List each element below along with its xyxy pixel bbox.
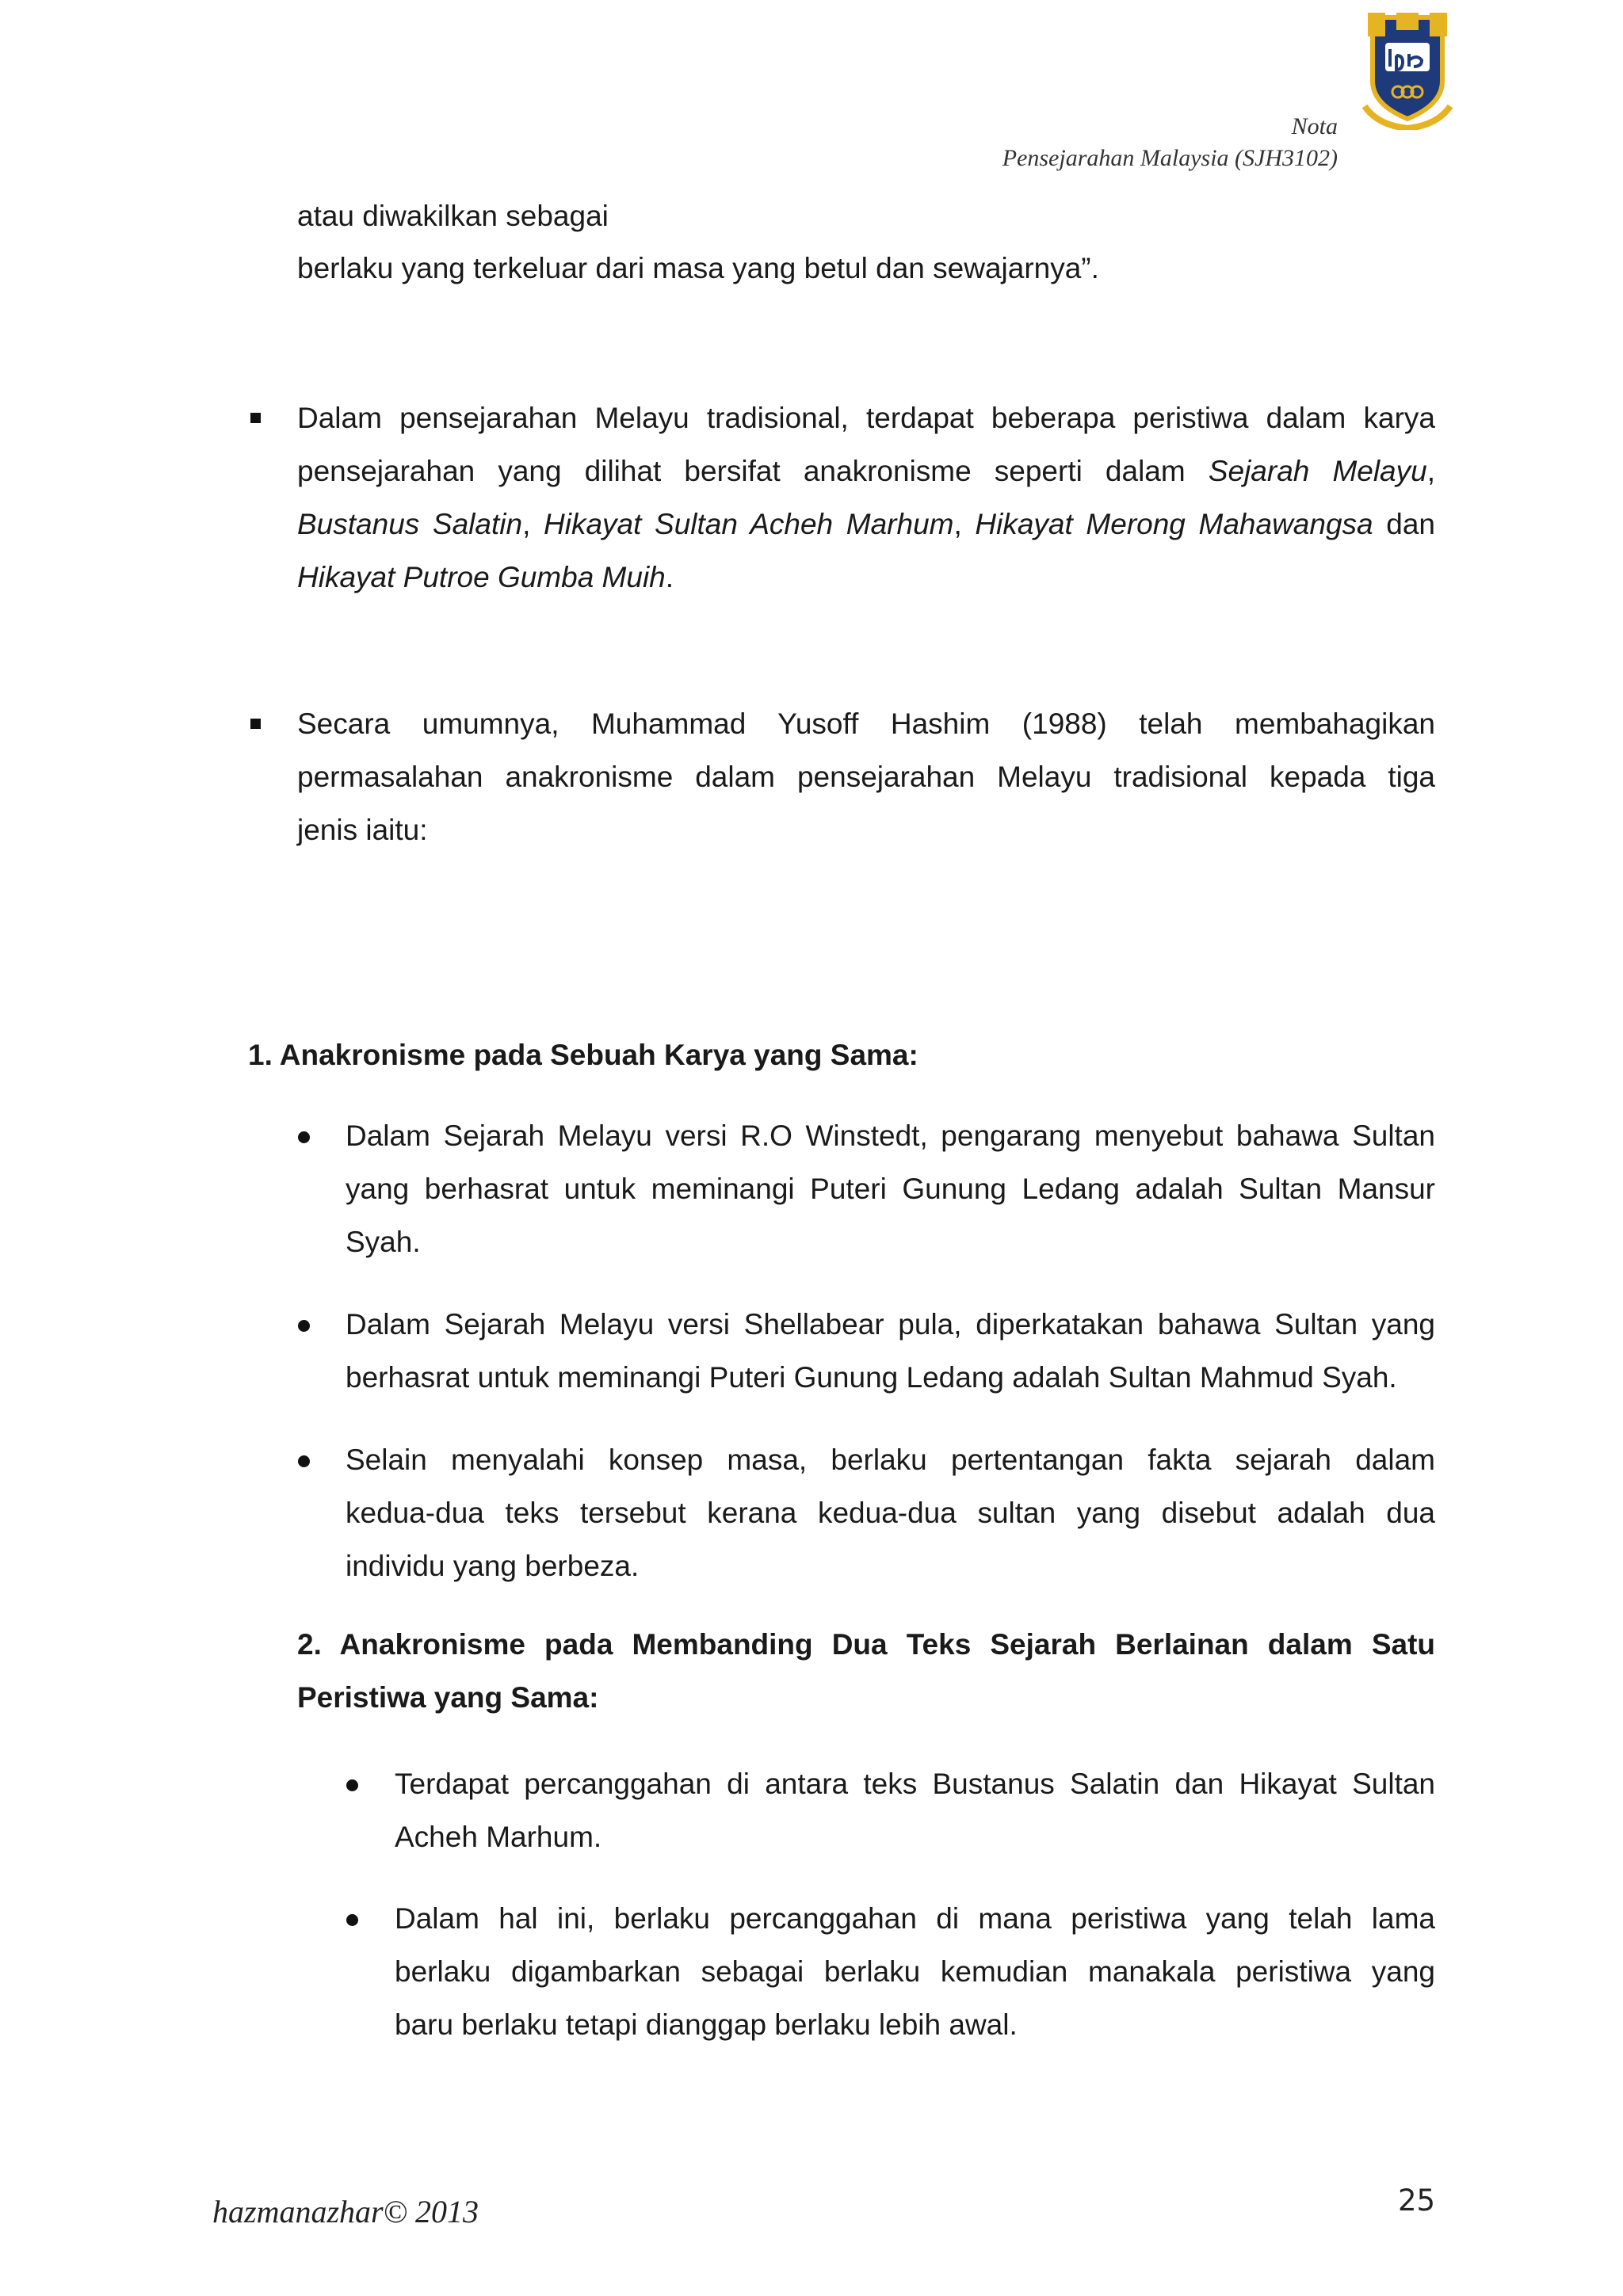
- title-hikayat-putroe: Hikayat Putroe Gumba Muih: [297, 561, 666, 593]
- section-1-item-1: [346, 1109, 1435, 1268]
- paragraph-line: berlaku digambarkan sebagai berlaku kemudian manakala peristiwa yang: [395, 1955, 1435, 1988]
- round-bullet-icon: [298, 1320, 310, 1332]
- paragraph-line: Dalam pensejarahan Melayu tradisional, terdapat beberapa peristiwa dalam karya: [297, 402, 1435, 434]
- paragraph-line: permasalahan anakronisme dalam pensejarahan Melayu tradisional kepada tiga: [297, 761, 1435, 793]
- paragraph-line: individu yang berbeza.: [346, 1550, 640, 1582]
- paragraph-line: Secara umumnya, Muhammad Yusoff Hashim (1988) telah membahagikan: [297, 707, 1435, 740]
- paragraph-line: pensejarahan yang dilihat bersifat anakronisme seperti dalam Sejarah Melayu,: [297, 455, 1435, 487]
- ipgm-logo-icon: [1361, 11, 1453, 130]
- round-bullet-icon: [298, 1131, 310, 1143]
- header-note-label: Nota: [1291, 113, 1338, 139]
- paragraph-line: Dalam Sejarah Melayu versi R.O Winstedt, pengarang menyebut bahawa Sultan: [346, 1119, 1435, 1152]
- bullet-paragraph-1: [297, 391, 1435, 604]
- round-bullet-icon: [298, 1455, 310, 1467]
- paragraph-line: kedua-dua teks tersebut kerana kedua-dua sultan yang disebut adalah dua: [346, 1497, 1435, 1529]
- title-hikayat-merong: Hikayat Merong Mahawangsa: [975, 508, 1373, 540]
- page-number: 25: [1398, 2183, 1436, 2218]
- paragraph-line: Syah.: [346, 1226, 421, 1258]
- paragraph-line: Dalam Sejarah Melayu versi Shellabear pula, diperkatakan bahawa Sultan yang: [346, 1308, 1435, 1341]
- section-1-item-2: [346, 1298, 1435, 1404]
- section-1-item-3: [346, 1433, 1435, 1592]
- section-1-heading: 1. Anakronisme pada Sebuah Karya yang Sama:: [248, 1039, 918, 1071]
- title-bustanus-salatin: Bustanus Salatin: [297, 508, 523, 540]
- intro-line-1: atau diwakilkan sebagai: [297, 200, 609, 232]
- square-bullet-icon: [250, 719, 261, 729]
- heading-line: 2. Anakronisme pada Membanding Dua Teks Sejarah Berlainan dalam Satu: [297, 1628, 1435, 1661]
- paragraph-line: Dalam hal ini, berlaku percanggahan di mana peristiwa yang telah lama: [395, 1902, 1435, 1935]
- section-2-item-2: [395, 1892, 1435, 2051]
- section-2-item-1: [395, 1757, 1435, 1863]
- square-bullet-icon: [250, 413, 261, 423]
- paragraph-line: Acheh Marhum.: [395, 1821, 602, 1853]
- heading-line: Peristiwa yang Sama:: [297, 1681, 599, 1714]
- round-bullet-icon: [346, 1914, 358, 1926]
- title-sejarah-melayu: Sejarah Melayu: [1208, 455, 1427, 487]
- title-hikayat-sultan-acheh: Hikayat Sultan Acheh Marhum: [544, 508, 954, 540]
- round-bullet-icon: [346, 1779, 358, 1791]
- paragraph-line: Bustanus Salatin, Hikayat Sultan Acheh Marhum, Hikayat Merong Mahawangsa dan: [297, 508, 1435, 540]
- paragraph-line: Selain menyalahi konsep masa, berlaku pertentangan fakta sejarah dalam: [346, 1444, 1435, 1476]
- paragraph-line: berhasrat untuk meminangi Puteri Gunung Ledang adalah Sultan Mahmud Syah.: [346, 1361, 1397, 1394]
- footer-copyright: hazmanazhar© 2013: [212, 2194, 479, 2229]
- intro-line-2: berlaku yang terkeluar dari masa yang betul dan sewajarnya”.: [297, 252, 1099, 284]
- paragraph-line: jenis iaitu:: [297, 814, 428, 846]
- section-2-heading: [297, 1618, 1435, 1724]
- bullet-paragraph-2: [297, 697, 1435, 856]
- paragraph-line: Terdapat percanggahan di antara teks Bustanus Salatin dan Hikayat Sultan: [395, 1768, 1435, 1800]
- header-course-title: Pensejarahan Malaysia (SJH3102): [1002, 145, 1338, 171]
- paragraph-line: yang berhasrat untuk meminangi Puteri Gunung Ledang adalah Sultan Mansur: [346, 1173, 1435, 1205]
- paragraph-line: baru berlaku tetapi dianggap berlaku lebih awal.: [395, 2008, 1018, 2041]
- paragraph-line: Hikayat Putroe Gumba Muih.: [297, 561, 674, 593]
